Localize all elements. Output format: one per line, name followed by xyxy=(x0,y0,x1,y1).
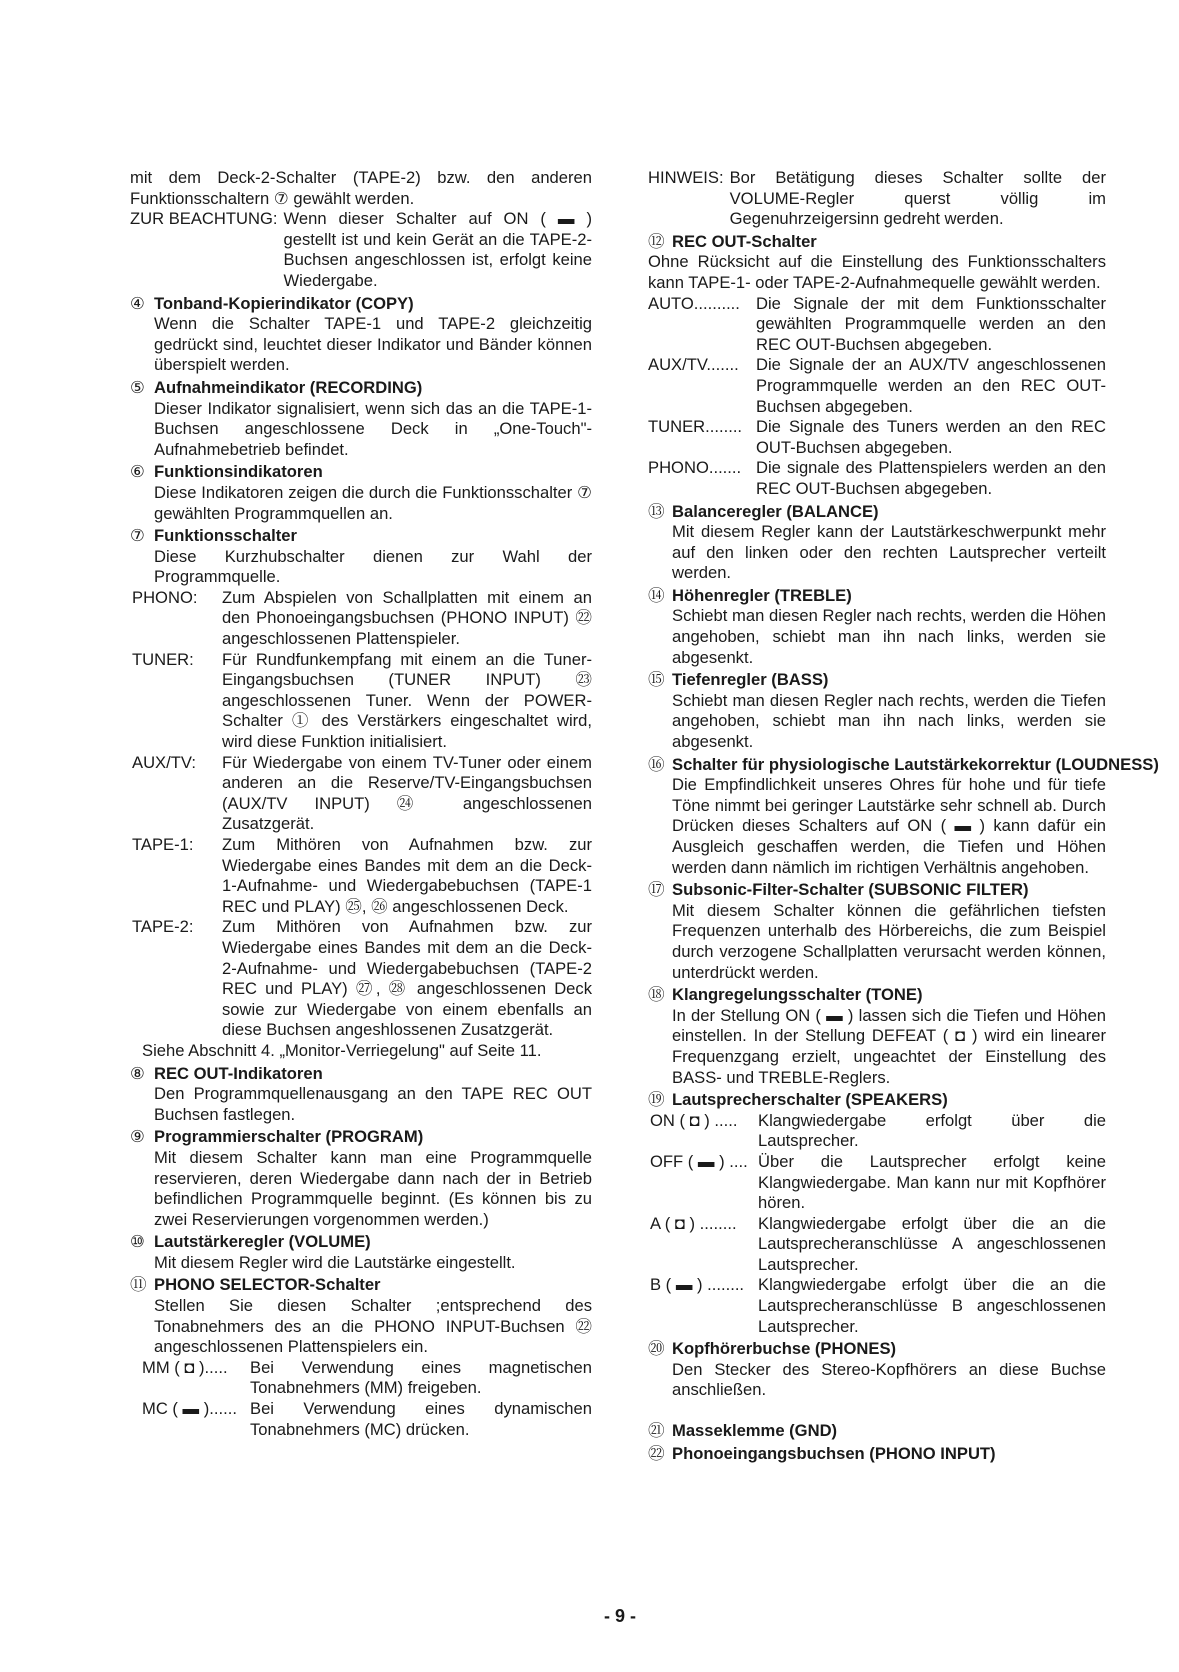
phono-input-section xyxy=(648,1444,1106,1465)
see-also-text: Siehe Abschnitt 4. „Monitor-Verriegelung" auf Seite 11. xyxy=(142,1040,542,1060)
section-number: ④ xyxy=(130,293,145,313)
section-heading xyxy=(648,1444,1106,1465)
rec-out-section xyxy=(648,232,1106,294)
right-sections xyxy=(648,501,1159,1111)
definition-item xyxy=(132,650,592,753)
section-heading xyxy=(648,1421,1106,1442)
section xyxy=(648,880,1106,983)
section-title: Schalter für physiologische Lautstärkekorrektur (LOUDNESS) xyxy=(672,754,1159,774)
definition-desc: Für Wiedergabe von einem TV-Tuner oder einem anderen an die Reserve/TV-Eingangsbuchsen (AUX/TV INPUT) ㉔ angeschlossenen Zusatzgerät. xyxy=(222,752,592,834)
section-body: Wenn die Schalter TAPE-1 und TAPE-2 gleichzeitig gedrückt sind, leuchtet dieser Indikator und Bänder können überspielt werden. xyxy=(154,314,592,375)
section-number: ㉑ xyxy=(648,1421,665,1441)
section-title: PHONO SELECTOR-Schalter xyxy=(154,1275,381,1295)
section-title: Funktionsschalter xyxy=(154,526,297,546)
section-title: Funktionsindikatoren xyxy=(154,462,323,482)
section-body: Diese Indikatoren zeigen die durch die Funktionsschalter ⑦ gewählten Programmquellen an. xyxy=(154,482,592,523)
section-number: ⑯ xyxy=(648,754,665,774)
definition-term: OFF ( ▬ ) .... xyxy=(650,1151,748,1171)
section-body: In der Stellung ON ( ▬ ) lassen sich die Tiefen und Höhen einstellen. In der Stellung DEFEAT ( ◘ ) wird ein linearer Frequenzgang erzielt, ungeachtet der Einstellung des BASS- und TREBLE-Reglers. xyxy=(672,1005,1106,1087)
section-title: Tonband-Kopierindikator (COPY) xyxy=(154,293,414,313)
definition-item xyxy=(142,1399,592,1440)
left-column xyxy=(130,168,592,1440)
section-heading xyxy=(648,1339,1106,1360)
function-items xyxy=(130,588,592,1041)
definition-desc: Die signale des Plattenspielers werden an den REC OUT-Buchsen abgegeben. xyxy=(756,458,1106,498)
definition-term: B ( ▬ ) ........ xyxy=(650,1275,745,1295)
section-heading xyxy=(130,1232,592,1253)
section-title: Lautstärkeregler (VOLUME) xyxy=(154,1232,371,1252)
section-number: ⑩ xyxy=(130,1232,145,1252)
section-heading xyxy=(648,232,1106,253)
section-number: ⑭ xyxy=(648,585,665,605)
section-body: Dieser Indikator signalisiert, wenn sich das an die TAPE-1-Buchsen angeschlossene Deck in „One-Touch"- Aufnahmebetrieb befindet. xyxy=(154,398,592,459)
definition-desc: Klangwiedergabe erfolgt über die an die Lautsprecheranschlüsse B angeschlossenen Lautsprecher. xyxy=(758,1275,1106,1336)
gnd-section xyxy=(648,1421,1106,1442)
section-body: Schiebt man diesen Regler nach rechts, werden die Tiefen angehoben, schiebt man ihn nach links, werden sie abgesenkt. xyxy=(672,690,1106,752)
left-sections-2 xyxy=(130,1064,592,1358)
section-heading xyxy=(130,526,592,547)
section-number: ⑫ xyxy=(648,231,665,251)
section xyxy=(130,1127,592,1230)
section-heading xyxy=(130,1127,592,1148)
section-number: ⑦ xyxy=(130,526,145,546)
definition-desc: Die Signale des Tuners werden an den REC OUT-Buchsen abgegeben. xyxy=(756,417,1106,457)
section-title: Subsonic-Filter-Schalter (SUBSONIC FILTER) xyxy=(672,880,1029,900)
section xyxy=(648,1090,1106,1111)
page-number: - 9 - xyxy=(603,1606,636,1626)
phones-section xyxy=(648,1339,1106,1401)
right-column xyxy=(648,168,1159,1464)
section-body: Mit diesem Regler kann der Lautstärkeschwerpunkt mehr auf den linken oder den rechten Lautsprecher verteilt werden. xyxy=(672,522,1106,583)
definition-item xyxy=(132,588,592,650)
section xyxy=(130,378,592,460)
section-heading xyxy=(130,294,592,315)
definition-item xyxy=(648,355,1106,417)
left-sections xyxy=(130,294,592,588)
section-title: REC OUT-Indikatoren xyxy=(154,1063,323,1083)
section-body: Die Empfindlichkeit unseres Ohres für hohe und für tiefe Töne nimmt bei geringer Lautstärke sehr schnell ab. Durch Drücken dieses Schalters auf ON ( ▬ ) kann dafür ein Ausgleich geschaffen werden, die Tiefen und Höhen werden dann nämlich im richtigen Verhältnis angehoben. xyxy=(672,775,1106,877)
section xyxy=(648,754,1159,879)
definition-desc: Die Signale der mit dem Funktionsschalter gewählten Programmquelle werden an den REC OUT-Buchsen abgegeben. xyxy=(756,293,1106,354)
note-text: Wenn dieser Schalter auf ON ( ▬ ) gestellt ist und kein Gerät an die TAPE-2-Buchsen angeschlossen ist, erfolgt keine Wiedergabe. xyxy=(283,209,592,290)
section-number: ⑳ xyxy=(648,1339,665,1359)
section-title: Aufnahmeindikator (RECORDING) xyxy=(154,377,423,397)
section xyxy=(648,670,1106,752)
section-title: Masseklemme (GND) xyxy=(672,1421,838,1441)
section-title: Klangregelungsschalter (TONE) xyxy=(672,985,923,1005)
definition-item xyxy=(648,417,1106,458)
definition-desc: Die Signale der an AUX/TV angeschlossenen Programmquelle werden an den REC OUT-Buchsen abgegeben. xyxy=(756,355,1106,416)
section-title: Höhenregler (TREBLE) xyxy=(672,585,852,605)
section-body: Schiebt man diesen Regler nach rechts, werden die Höhen angehoben, schiebt man ihn nach links, werden sie abgesenkt. xyxy=(672,606,1106,667)
hint-term: HINWEIS: xyxy=(648,168,724,187)
section-number: ⑨ xyxy=(130,1127,145,1147)
section-number: ⑥ xyxy=(130,462,145,482)
definition-item xyxy=(132,835,592,917)
intro-text: mit dem Deck-2-Schalter (TAPE-2) bzw. den anderen Funktionsschaltern ⑦ gewählt werden. xyxy=(130,168,592,208)
section xyxy=(648,985,1106,1088)
section-heading xyxy=(648,586,1106,607)
section-body: Mit diesem Regler wird die Lautstärke eingestellt. xyxy=(154,1252,516,1272)
section-heading xyxy=(130,378,592,399)
section-title: Programmierschalter (PROGRAM) xyxy=(154,1127,424,1147)
section xyxy=(130,1275,592,1357)
definition-desc: Klangwiedergabe erfolgt über die Lautsprecher. xyxy=(758,1110,1106,1151)
section xyxy=(130,462,592,524)
phono-items xyxy=(130,1358,592,1440)
section-body: Mit diesem Schalter kann man eine Programmquelle reservieren, deren Wiedergabe dann nach der in Betrieb befindlichen Programmquelle beginnt. (Es können bis zu zwei Reservierungen vorgenommen werden.) xyxy=(154,1147,592,1229)
hint-text: Bor Betätigung dieses Schalter sollte der VOLUME-Regler querst völlig im Gegenuhrzeigersinn gedreht werden. xyxy=(729,168,1106,229)
section-number: ⑪ xyxy=(130,1275,147,1295)
definition-term: TAPE-1: xyxy=(132,835,194,854)
definition-term: TUNER: xyxy=(132,649,194,669)
definition-item xyxy=(132,753,592,835)
definition-item xyxy=(648,458,1106,499)
definition-desc: Klangwiedergabe erfolgt über die an die Lautsprecheranschlüsse A angeschlossenen Lautsprecher. xyxy=(758,1213,1106,1274)
section-title: Lautsprecherschalter (SPEAKERS) xyxy=(672,1090,948,1110)
definition-desc: Bei Verwendung eines dynamischen Tonabnehmers (MC) drücken. xyxy=(250,1399,592,1439)
definition-term: AUTO.......... xyxy=(648,293,740,313)
section-body: Mit diesem Schalter können die gefährlichen tiefsten Frequenzen unterhalb des Hörbereichs, die zum Beispiel durch verzogene Schallplatten verursacht werden können, unterdrückt werden. xyxy=(672,900,1106,982)
definition-term: PHONO....... xyxy=(648,458,742,478)
section-heading xyxy=(130,462,592,483)
section-title: Balanceregler (BALANCE) xyxy=(672,501,879,521)
definition-desc: Zum Abspielen von Schallplatten mit einem an den Phonoeingangsbuchsen (PHONO INPUT) ㉒ angeschlossenen Plattenspieler. xyxy=(222,587,592,649)
section xyxy=(648,586,1106,668)
section-number: ㉒ xyxy=(648,1443,665,1463)
definition-item xyxy=(142,1358,592,1399)
definition-item xyxy=(132,917,592,1041)
section xyxy=(130,526,592,588)
section-heading xyxy=(648,985,1106,1006)
definition-term: MC ( ▬ )...... xyxy=(142,1399,237,1419)
definition-term: TAPE-2: xyxy=(132,917,194,937)
section xyxy=(130,1064,592,1126)
definition-term: AUX/TV: xyxy=(132,752,196,772)
hint-block xyxy=(648,168,1106,230)
definition-item xyxy=(650,1152,1106,1214)
definition-term: ON ( ◘ ) ..... xyxy=(650,1110,738,1130)
section-number: ⑮ xyxy=(648,670,665,690)
definition-term: AUX/TV....... xyxy=(648,355,739,375)
section-title: Phonoeingangsbuchsen (PHONO INPUT) xyxy=(672,1443,996,1463)
definition-item xyxy=(650,1275,1106,1337)
section-body: Den Stecker des Stereo-Kopfhörers an diese Buchse anschließen. xyxy=(672,1359,1106,1400)
section-number: ⑬ xyxy=(648,501,665,521)
section-body: Ohne Rücksicht auf die Einstellung des Funktionsschalters kann TAPE-1- oder TAPE-2-Aufnahmequelle gewählt werden. xyxy=(648,252,1106,292)
section-number: ⑲ xyxy=(648,1090,665,1110)
speaker-items xyxy=(648,1111,1106,1338)
section-heading xyxy=(648,754,1159,776)
section-heading xyxy=(648,502,1106,523)
definition-item xyxy=(650,1111,1106,1152)
section-body: Den Programmquellenausgang an den TAPE REC OUT Buchsen fastlegen. xyxy=(154,1084,592,1124)
section-number: ⑱ xyxy=(648,985,665,1005)
section-title: Tiefenregler (BASS) xyxy=(672,670,829,690)
definition-desc: Zum Mithören von Aufnahmen bzw. zur Wiedergabe eines Bandes mit dem an die Deck-1-Aufnahme- und Wiedergabebuchsen (TAPE-1 REC und PLAY) ㉕, ㉖ angeschlossenen Deck. xyxy=(222,835,592,916)
definition-desc: Für Rundfunkempfang mit einem an die Tuner-Eingangsbuchsen (TUNER INPUT) ㉓ angeschlossenen Tuner. Wenn der POWER-Schalter ① des Verstärkers eingeschaltet wird, wird diese Funktion initialisiert. xyxy=(222,649,592,752)
section-heading xyxy=(130,1064,592,1085)
section-heading xyxy=(648,1090,1106,1111)
definition-term: PHONO: xyxy=(132,587,198,607)
note-term: ZUR BEACHTUNG: xyxy=(130,209,278,229)
section xyxy=(130,294,592,376)
section xyxy=(130,1232,592,1273)
section-title: Kopfhörerbuchse (PHONES) xyxy=(672,1339,897,1359)
section-heading xyxy=(648,880,1106,901)
definition-item xyxy=(648,294,1106,356)
definition-term: TUNER........ xyxy=(648,417,743,437)
section-number: ⑧ xyxy=(130,1063,145,1083)
section-number: ⑤ xyxy=(130,377,145,397)
section xyxy=(648,502,1106,584)
definition-term: MM ( ◘ )..... xyxy=(142,1357,228,1377)
definition-desc: Über die Lautsprecher erfolgt keine Klangwiedergabe. Man kann nur mit Kopfhörer hören. xyxy=(758,1151,1106,1213)
definition-term: A ( ◘ ) ........ xyxy=(650,1213,737,1233)
section-number: ⑰ xyxy=(648,880,665,900)
section-heading xyxy=(130,1275,592,1296)
note-block xyxy=(130,209,592,291)
section-body: Diese Kurzhubschalter dienen zur Wahl der Programmquelle. xyxy=(154,546,592,587)
section-title: REC OUT-Schalter xyxy=(672,231,817,251)
definition-item xyxy=(650,1214,1106,1276)
definition-desc: Zum Mithören von Aufnahmen bzw. zur Wiedergabe eines Bandes mit dem an die Deck-2-Aufnahme- und Wiedergabebuchsen (TAPE-2 REC und PLAY) ㉗, ㉘ angeschlossenen Deck sowie zur Wiedergabe von einem ebenfalls an diese Buchsen angeshlossenen Zusatzgerät. xyxy=(222,917,592,1040)
definition-desc: Bei Verwendung eines magnetischen Tonabnehmers (MM) freigeben. xyxy=(250,1357,592,1398)
section-heading xyxy=(648,670,1106,691)
rec-out-items xyxy=(648,294,1106,500)
section-body: Stellen Sie diesen Schalter ;entsprechend des Tonabnehmers des an die PHONO INPUT-Buchsen ㉒ angeschlossenen Plattenspielers ein. xyxy=(154,1296,592,1357)
